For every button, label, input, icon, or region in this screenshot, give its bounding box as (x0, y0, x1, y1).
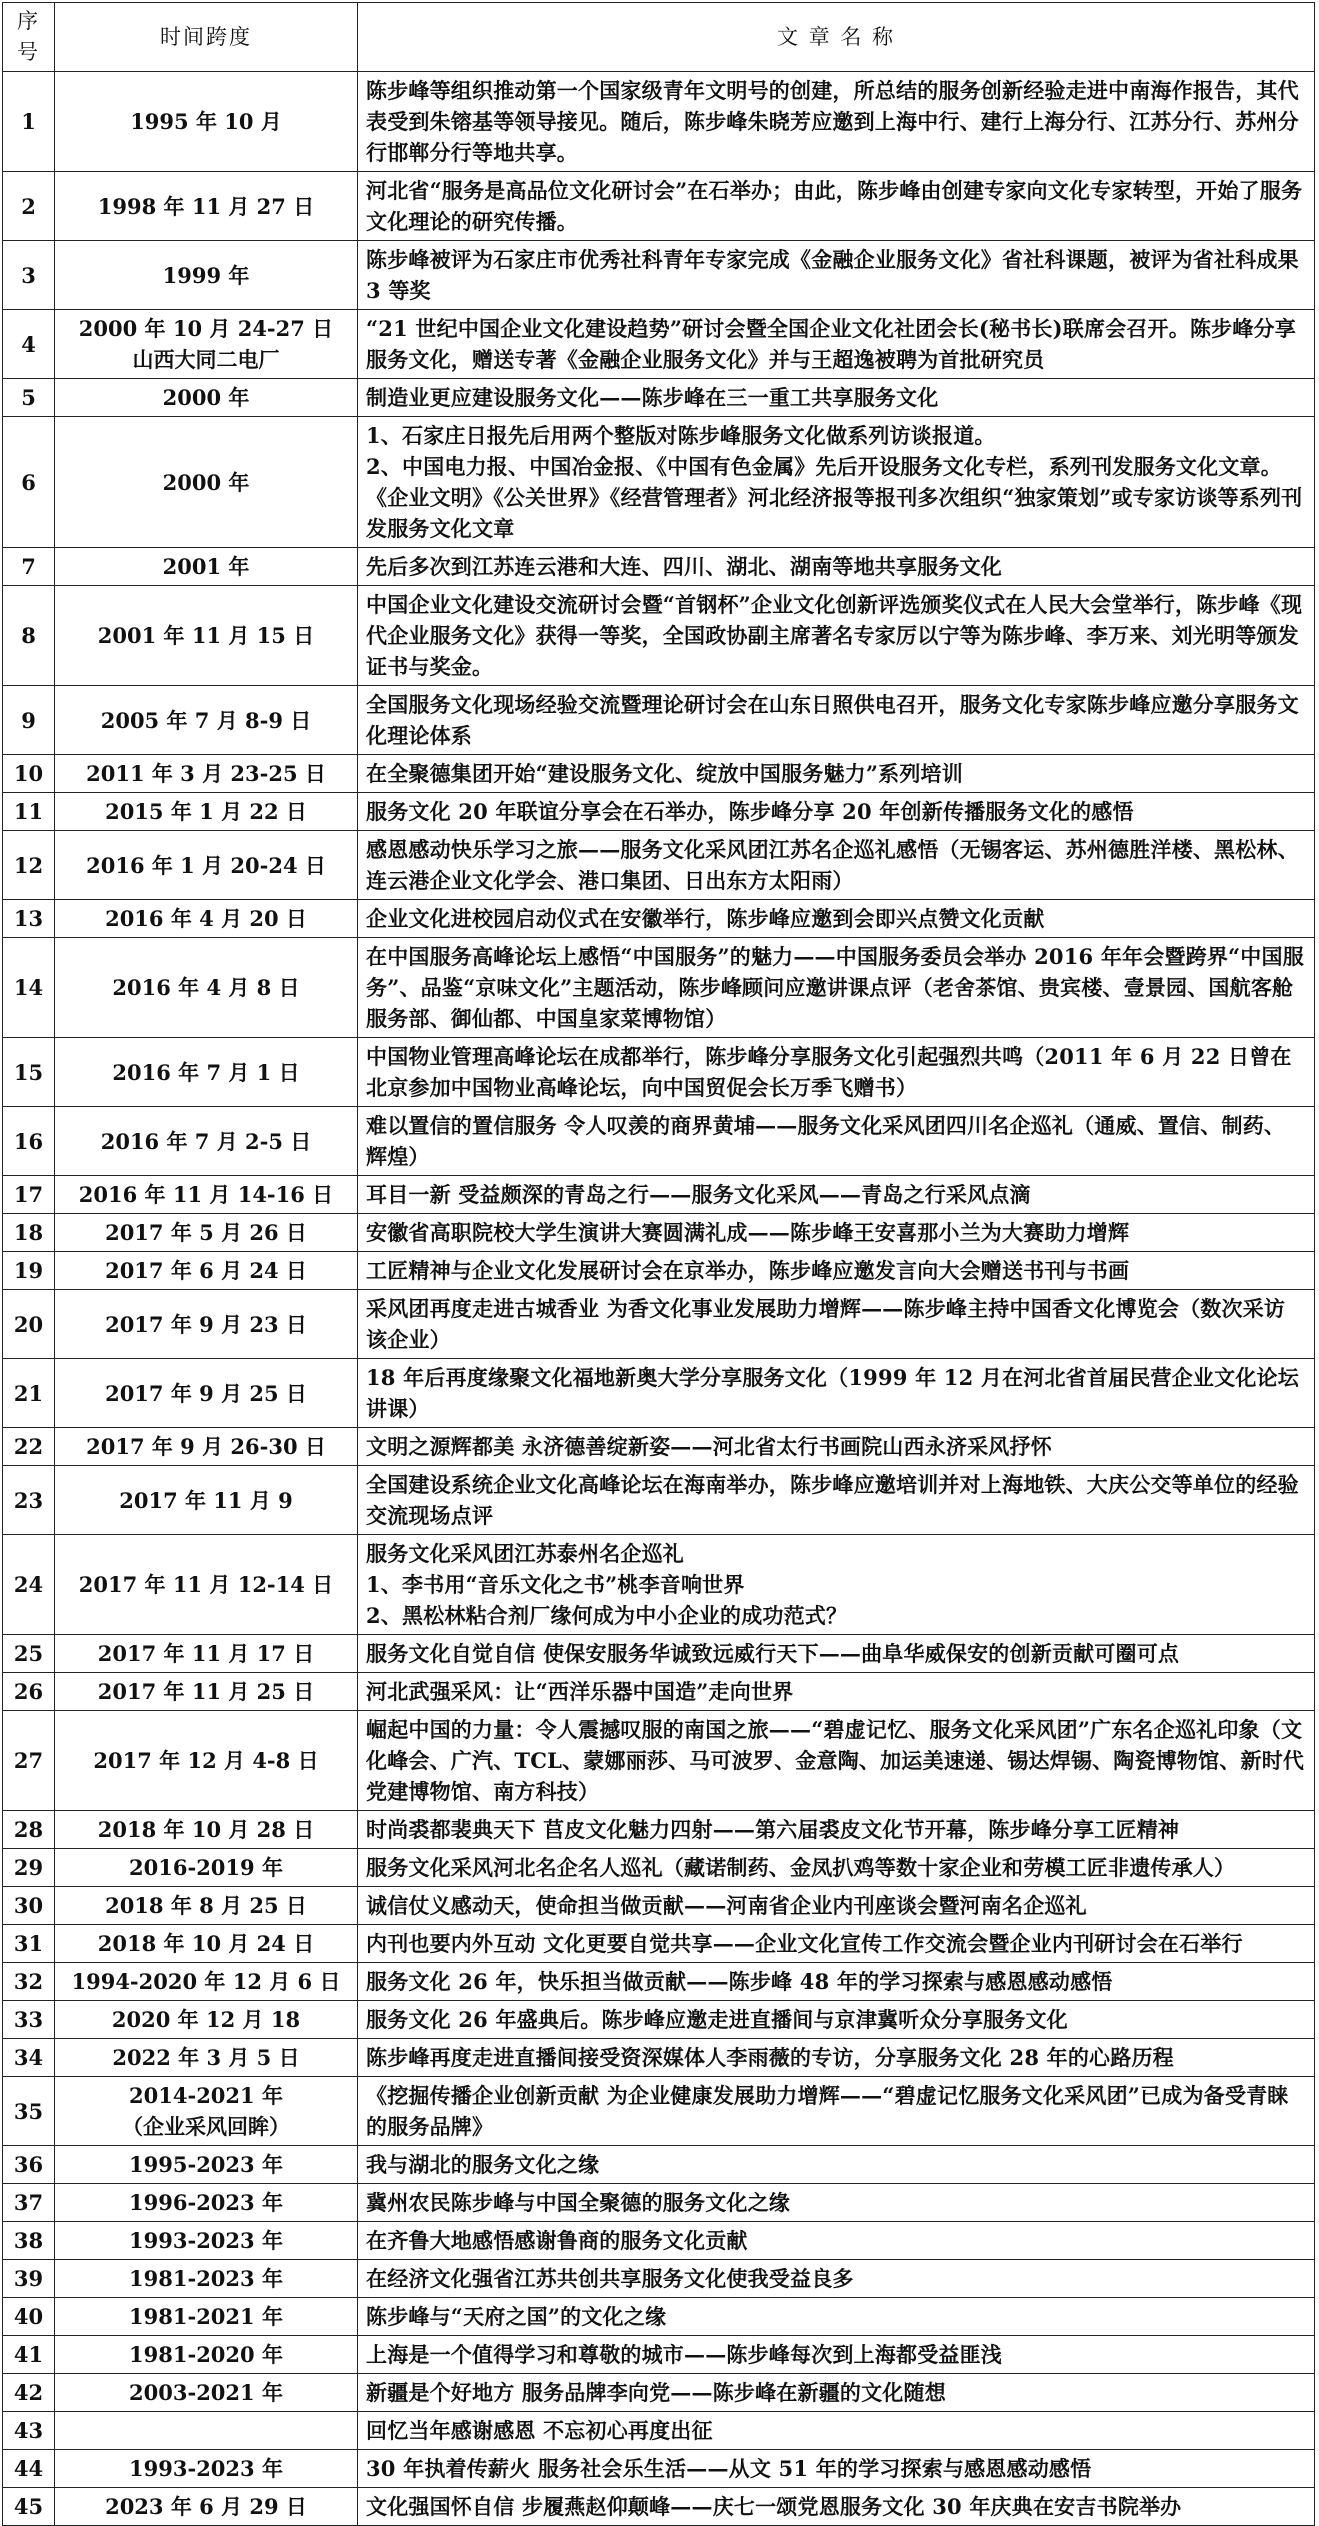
row-serial-number: 32 (3, 1963, 55, 2001)
row-article-title: 企业文化进校园启动仪式在安徽举行，陈步峰应邀到会即兴点赞文化贡献 (358, 900, 1315, 938)
row-serial-number: 9 (3, 686, 55, 755)
row-article-title: 服务文化采风团江苏泰州名企巡礼 1、李书用“音乐文化之书”桃李音响世界 2、黑松林粘合剂厂缘何成为中小企业的成功范式？ (358, 1535, 1315, 1635)
row-serial-number: 10 (3, 755, 55, 793)
table-row (3, 172, 1315, 241)
table-row (3, 2412, 1315, 2450)
table-row (3, 1535, 1315, 1635)
row-article-title: 服务文化自觉自信 使保安服务华诚致远威行天下——曲阜华威保安的创新贡献可圈可点 (358, 1635, 1315, 1673)
row-article-title: 服务文化 26 年盛典后。陈步峰应邀走进直播间与京津冀听众分享服务文化 (358, 2001, 1315, 2039)
row-time-span: 2005 年 7 月 8-9 日 (55, 686, 358, 755)
row-article-title: 新疆是个好地方 服务品牌李向党——陈步峰在新疆的文化随想 (358, 2374, 1315, 2412)
table-row (3, 1849, 1315, 1887)
row-serial-number: 14 (3, 938, 55, 1038)
row-serial-number: 41 (3, 2336, 55, 2374)
row-serial-number: 19 (3, 1252, 55, 1290)
row-time-span: 2001 年 (55, 548, 358, 586)
table-header-row (3, 3, 1315, 72)
table-row (3, 2488, 1315, 2526)
row-article-title: 采风团再度走进古城香业 为香文化事业发展助力增辉——陈步峰主持中国香文化博览会（数次采访该企业） (358, 1290, 1315, 1359)
row-time-span: 1998 年 11 月 27 日 (55, 172, 358, 241)
row-time-span: 1995 年 10 月 (55, 72, 358, 172)
table-row (3, 2298, 1315, 2336)
row-time-span: 2001 年 11 月 15 日 (55, 586, 358, 686)
row-serial-number: 40 (3, 2298, 55, 2336)
table-row (3, 310, 1315, 379)
row-serial-number: 17 (3, 1176, 55, 1214)
row-serial-number: 38 (3, 2222, 55, 2260)
row-article-title: 18 年后再度缘聚文化福地新奥大学分享服务文化（1999 年 12 月在河北省首届民营企业文化论坛讲课） (358, 1359, 1315, 1428)
row-serial-number: 11 (3, 793, 55, 831)
row-time-span: 2020 年 12 月 18 (55, 2001, 358, 2039)
table-row (3, 1963, 1315, 2001)
row-time-span: 2014-2021 年 （企业采风回眸） (55, 2077, 358, 2146)
row-time-span: 2016-2019 年 (55, 1849, 358, 1887)
row-serial-number: 33 (3, 2001, 55, 2039)
row-article-title: 回忆当年感谢感恩 不忘初心再度出征 (358, 2412, 1315, 2450)
row-serial-number: 22 (3, 1428, 55, 1466)
row-article-title: 河北武强采风：让“西洋乐器中国造”走向世界 (358, 1673, 1315, 1711)
row-article-title: 陈步峰与“天府之国”的文化之缘 (358, 2298, 1315, 2336)
row-article-title: 服务文化采风河北名企名人巡礼（藏诺制药、金凤扒鸡等数十家企业和劳模工匠非遗传承人） (358, 1849, 1315, 1887)
row-time-span: 2000 年 10 月 24-27 日 山西大同二电厂 (55, 310, 358, 379)
table-row (3, 1635, 1315, 1673)
row-article-title: 冀州农民陈步峰与中国全聚德的服务文化之缘 (358, 2184, 1315, 2222)
row-article-title: 难以置信的置信服务 令人叹羡的商界黄埔——服务文化采风团四川名企巡礼（通威、置信、制药、辉煌） (358, 1107, 1315, 1176)
table-row (3, 548, 1315, 586)
table-row (3, 793, 1315, 831)
row-serial-number: 44 (3, 2450, 55, 2488)
row-time-span: 1981-2021 年 (55, 2298, 358, 2336)
row-article-title: 中国企业文化建设交流研讨会暨“首钢杯”企业文化创新评选颁奖仪式在人民大会堂举行，陈步峰《现代企业服务文化》获得一等奖，全国政协副主席著名专家厉以宁等为陈步峰、李万来、刘光明等颁发证书与奖金。 (358, 586, 1315, 686)
table-row (3, 2450, 1315, 2488)
table-row (3, 938, 1315, 1038)
row-article-title: 先后多次到江苏连云港和大连、四川、湖北、湖南等地共享服务文化 (358, 548, 1315, 586)
row-time-span: 2017 年 11 月 25 日 (55, 1673, 358, 1711)
row-article-title: 安徽省高职院校大学生演讲大赛圆满礼成——陈步峰王安喜那小兰为大赛助力增辉 (358, 1214, 1315, 1252)
row-serial-number: 4 (3, 310, 55, 379)
row-article-title: 陈步峰再度走进直播间接受资深媒体人李雨薇的专访，分享服务文化 28 年的心路历程 (358, 2039, 1315, 2077)
row-article-title: 《挖掘传播企业创新贡献 为企业健康发展助力增辉——“碧虚记忆服务文化采风团”已成为备受青睐的服务品牌》 (358, 2077, 1315, 2146)
row-serial-number: 28 (3, 1811, 55, 1849)
row-time-span: 2003-2021 年 (55, 2374, 358, 2412)
row-time-span: 2011 年 3 月 23-25 日 (55, 755, 358, 793)
table-row (3, 1466, 1315, 1535)
table-row (3, 831, 1315, 900)
header-article-title: 文 章 名 称 (358, 3, 1315, 72)
row-article-title: 河北省“服务是高品位文化研讨会”在石举办；由此，陈步峰由创建专家向文化专家转型，开始了服务文化理论的研究传播。 (358, 172, 1315, 241)
row-article-title: 在全聚德集团开始“建设服务文化、绽放中国服务魅力”系列培训 (358, 755, 1315, 793)
row-serial-number: 23 (3, 1466, 55, 1535)
row-time-span: 1993-2023 年 (55, 2222, 358, 2260)
row-time-span: 1995-2023 年 (55, 2146, 358, 2184)
row-time-span: 2023 年 6 月 29 日 (55, 2488, 358, 2526)
row-time-span: 2017 年 11 月 9 (55, 1466, 358, 1535)
row-time-span: 2017 年 9 月 25 日 (55, 1359, 358, 1428)
row-time-span: 2016 年 4 月 20 日 (55, 900, 358, 938)
row-serial-number: 30 (3, 1887, 55, 1925)
row-serial-number: 31 (3, 1925, 55, 1963)
row-serial-number: 39 (3, 2260, 55, 2298)
row-serial-number: 27 (3, 1711, 55, 1811)
table-row (3, 1107, 1315, 1176)
row-article-title: 内刊也要内外互动 文化更要自觉共享——企业文化宣传工作交流会暨企业内刊研讨会在石举行 (358, 1925, 1315, 1963)
row-serial-number: 26 (3, 1673, 55, 1711)
row-serial-number: 25 (3, 1635, 55, 1673)
table-row (3, 1290, 1315, 1359)
header-serial-number: 序号 (3, 3, 55, 72)
table-row (3, 417, 1315, 548)
table-row (3, 1214, 1315, 1252)
table-row (3, 2260, 1315, 2298)
row-serial-number: 42 (3, 2374, 55, 2412)
row-article-title: 耳目一新 受益颇深的青岛之行——服务文化采风——青岛之行采风点滴 (358, 1176, 1315, 1214)
table-row (3, 1176, 1315, 1214)
row-article-title: 崛起中国的力量：令人震撼叹服的南国之旅——“碧虚记忆、服务文化采风团”广东名企巡礼印象（文化峰会、广汽、TCL、蒙娜丽莎、马可波罗、金意陶、加运美速递、锡达焊锡、陶瓷博物馆、新时代党建博物馆、南方科技） (358, 1711, 1315, 1811)
row-article-title: 感恩感动快乐学习之旅——服务文化采风团江苏名企巡礼感悟（无锡客运、苏州德胜洋楼、黑松林、连云港企业文化学会、港口集团、日出东方太阳雨） (358, 831, 1315, 900)
row-article-title: 在齐鲁大地感悟感谢鲁商的服务文化贡献 (358, 2222, 1315, 2260)
row-time-span: 2000 年 (55, 417, 358, 548)
row-serial-number: 21 (3, 1359, 55, 1428)
row-serial-number: 12 (3, 831, 55, 900)
row-time-span: 2017 年 11 月 12-14 日 (55, 1535, 358, 1635)
table-row (3, 1038, 1315, 1107)
row-time-span (55, 2412, 358, 2450)
row-article-title: 诚信仗义感动天，使命担当做贡献——河南省企业内刊座谈会暨河南名企巡礼 (358, 1887, 1315, 1925)
row-time-span: 2016 年 7 月 2-5 日 (55, 1107, 358, 1176)
row-time-span: 1999 年 (55, 241, 358, 310)
row-time-span: 2018 年 10 月 24 日 (55, 1925, 358, 1963)
table-row (3, 586, 1315, 686)
table-row (3, 1359, 1315, 1428)
table-row (3, 2184, 1315, 2222)
table-row (3, 241, 1315, 310)
row-time-span: 2016 年 4 月 8 日 (55, 938, 358, 1038)
table-row (3, 379, 1315, 417)
row-serial-number: 18 (3, 1214, 55, 1252)
table-row (3, 2374, 1315, 2412)
row-serial-number: 35 (3, 2077, 55, 2146)
row-article-title: 陈步峰等组织推动第一个国家级青年文明号的创建，所总结的服务创新经验走进中南海作报告，其代表受到朱镕基等领导接见。随后，陈步峰朱晓芳应邀到上海中行、建行上海分行、江苏分行、苏州分行邯郸分行等地共享。 (358, 72, 1315, 172)
row-serial-number: 13 (3, 900, 55, 938)
row-article-title: 陈步峰被评为石家庄市优秀社科青年专家完成《金融企业服务文化》省社科课题，被评为省社科成果 3 等奖 (358, 241, 1315, 310)
row-time-span: 2017 年 5 月 26 日 (55, 1214, 358, 1252)
row-time-span: 2018 年 10 月 28 日 (55, 1811, 358, 1849)
row-article-title: 全国建设系统企业文化高峰论坛在海南举办，陈步峰应邀培训并对上海地铁、大庆公交等单位的经验交流现场点评 (358, 1466, 1315, 1535)
table-row (3, 2222, 1315, 2260)
table-row (3, 900, 1315, 938)
row-serial-number: 20 (3, 1290, 55, 1359)
table-row (3, 1711, 1315, 1811)
row-article-title: 文化强国怀自信 步履燕赵仰颠峰——庆七一颂党恩服务文化 30 年庆典在安吉书院举办 (358, 2488, 1315, 2526)
row-time-span: 2022 年 3 月 5 日 (55, 2039, 358, 2077)
row-article-title: 时尚裘都裴典天下 苢皮文化魅力四射——第六届裘皮文化节开幕，陈步峰分享工匠精神 (358, 1811, 1315, 1849)
row-time-span: 2017 年 9 月 26-30 日 (55, 1428, 358, 1466)
row-article-title: 工匠精神与企业文化发展研讨会在京举办，陈步峰应邀发言向大会赠送书刊与书画 (358, 1252, 1315, 1290)
row-time-span: 2017 年 9 月 23 日 (55, 1290, 358, 1359)
table-row (3, 2146, 1315, 2184)
table-row (3, 2001, 1315, 2039)
row-article-title: 上海是一个值得学习和尊敬的城市——陈步峰每次到上海都受益匪浅 (358, 2336, 1315, 2374)
row-article-title: 30 年执着传薪火 服务社会乐生活——从文 51 年的学习探索与感恩感动感悟 (358, 2450, 1315, 2488)
row-serial-number: 34 (3, 2039, 55, 2077)
table-row (3, 1887, 1315, 1925)
row-article-title: 文明之源辉都美 永济德善绽新姿——河北省太行书画院山西永济采风抒怀 (358, 1428, 1315, 1466)
row-serial-number: 3 (3, 241, 55, 310)
row-article-title: 我与湖北的服务文化之缘 (358, 2146, 1315, 2184)
row-serial-number: 6 (3, 417, 55, 548)
row-time-span: 1996-2023 年 (55, 2184, 358, 2222)
row-article-title: 1、石家庄日报先后用两个整版对陈步峰服务文化做系列访谈报道。 2、中国电力报、中国冶金报、《中国有色金属》先后开设服务文化专栏，系列刊发服务文化文章。《企业文明》《公关世界》《经营管理者》河北经济报等报刊多次组织“独家策划”或专家访谈等系列刊发服务文化文章 (358, 417, 1315, 548)
row-serial-number: 29 (3, 1849, 55, 1887)
row-time-span: 2017 年 6 月 24 日 (55, 1252, 358, 1290)
table-row (3, 1925, 1315, 1963)
table-row (3, 686, 1315, 755)
row-article-title: 中国物业管理高峰论坛在成都举行，陈步峰分享服务文化引起强烈共鸣（2011 年 6 月 22 日曾在北京参加中国物业高峰论坛，向中国贸促会长万季飞赠书） (358, 1038, 1315, 1107)
row-article-title: “21 世纪中国企业文化建设趋势”研讨会暨全国企业文化社团会长(秘书长)联席会召开。陈步峰分享服务文化，赠送专著《金融企业服务文化》并与王超逸被聘为首批研究员 (358, 310, 1315, 379)
row-article-title: 全国服务文化现场经验交流暨理论研讨会在山东日照供电召开，服务文化专家陈步峰应邀分享服务文化理论体系 (358, 686, 1315, 755)
row-time-span: 2017 年 12 月 4-8 日 (55, 1711, 358, 1811)
row-time-span: 2016 年 7 月 1 日 (55, 1038, 358, 1107)
row-serial-number: 5 (3, 379, 55, 417)
article-catalog-table (2, 2, 1315, 2526)
table-body (3, 72, 1315, 2526)
table-row (3, 2336, 1315, 2374)
table-row (3, 2077, 1315, 2146)
row-article-title: 服务文化 20 年联谊分享会在石举办，陈步峰分享 20 年创新传播服务文化的感悟 (358, 793, 1315, 831)
table-row (3, 72, 1315, 172)
table-row (3, 1673, 1315, 1711)
row-time-span: 2017 年 11 月 17 日 (55, 1635, 358, 1673)
row-time-span: 1981-2020 年 (55, 2336, 358, 2374)
table-row (3, 1252, 1315, 1290)
row-article-title: 在中国服务高峰论坛上感悟“中国服务”的魅力——中国服务委员会举办 2016 年年会暨跨界“中国服务”、品鉴“京味文化”主题活动，陈步峰顾问应邀讲课点评（老舍茶馆、贵宾楼、壹景园、国航客舱服务部、御仙都、中国皇家菜博物馆） (358, 938, 1315, 1038)
table-row (3, 1811, 1315, 1849)
row-time-span: 1993-2023 年 (55, 2450, 358, 2488)
row-article-title: 服务文化 26 年，快乐担当做贡献——陈步峰 48 年的学习探索与感恩感动感悟 (358, 1963, 1315, 2001)
row-time-span: 2015 年 1 月 22 日 (55, 793, 358, 831)
row-time-span: 2016 年 11 月 14-16 日 (55, 1176, 358, 1214)
table-row (3, 755, 1315, 793)
row-article-title: 在经济文化强省江苏共创共享服务文化使我受益良多 (358, 2260, 1315, 2298)
row-time-span: 1981-2023 年 (55, 2260, 358, 2298)
row-serial-number: 36 (3, 2146, 55, 2184)
row-serial-number: 2 (3, 172, 55, 241)
row-serial-number: 7 (3, 548, 55, 586)
row-time-span: 2016 年 1 月 20-24 日 (55, 831, 358, 900)
row-time-span: 2018 年 8 月 25 日 (55, 1887, 358, 1925)
row-serial-number: 24 (3, 1535, 55, 1635)
row-serial-number: 16 (3, 1107, 55, 1176)
row-serial-number: 37 (3, 2184, 55, 2222)
row-time-span: 2000 年 (55, 379, 358, 417)
header-time-span: 时间跨度 (55, 3, 358, 72)
table-row (3, 2039, 1315, 2077)
row-article-title: 制造业更应建设服务文化——陈步峰在三一重工共享服务文化 (358, 379, 1315, 417)
row-serial-number: 45 (3, 2488, 55, 2526)
row-serial-number: 15 (3, 1038, 55, 1107)
row-serial-number: 8 (3, 586, 55, 686)
table-row (3, 1428, 1315, 1466)
row-time-span: 1994-2020 年 12 月 6 日 (55, 1963, 358, 2001)
row-serial-number: 1 (3, 72, 55, 172)
row-serial-number: 43 (3, 2412, 55, 2450)
